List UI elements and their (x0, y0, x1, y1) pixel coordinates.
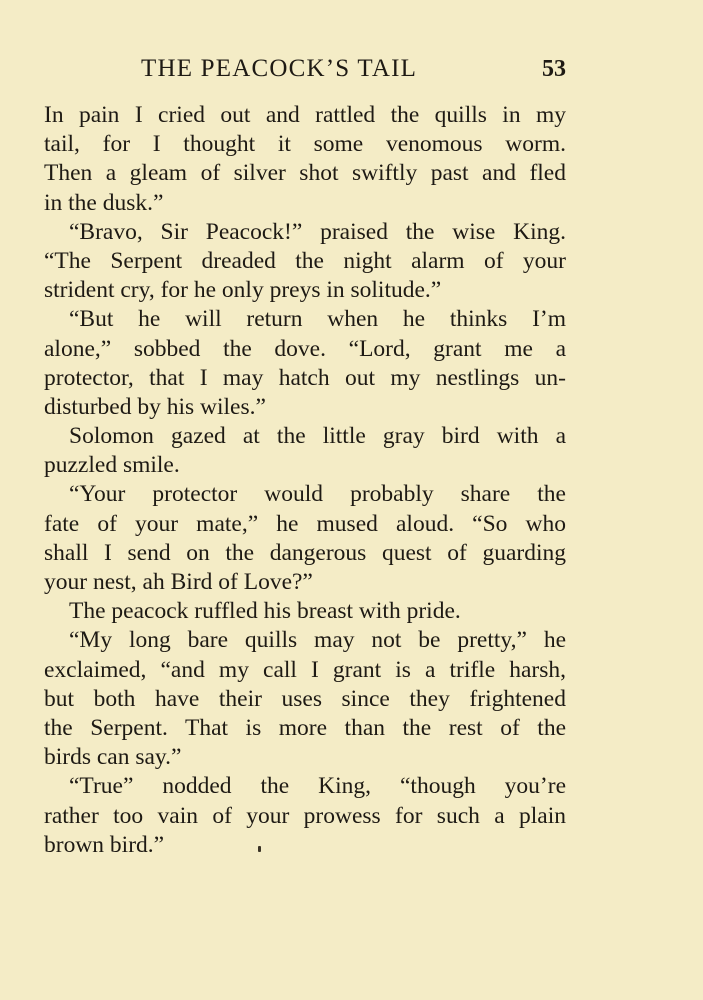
running-title: THE PEACOCK’S TAIL (141, 55, 418, 82)
body-text (44, 101, 566, 860)
text-line: but both have their uses since they frightened (44, 685, 566, 712)
text-line: Then a gleam of silver shot swiftly past and fled (44, 160, 566, 187)
text-line: shall I send on the dangerous quest of guarding (44, 539, 566, 566)
text-line: brown bird.” (44, 831, 165, 858)
text-line: disturbed by his wiles.” (44, 393, 266, 420)
text-line: the Serpent. That is more than the rest of the (44, 714, 566, 741)
text-line: your nest, ah Bird of Love?” (44, 569, 313, 595)
text-line: puzzled smile. (44, 452, 180, 479)
text-line: rather too vain of your prowess for such a plain (44, 802, 566, 829)
text-line: strident cry, for he only preys in solitude.” (44, 277, 442, 304)
text-line: In pain I cried out and rattled the quills in my (44, 102, 566, 128)
text-line: “True” nodded the King, “though you’re (69, 773, 566, 800)
text-line: tail, for I thought it some venomous worm. (44, 131, 566, 158)
text-line: “Bravo, Sir Peacock!” praised the wise King. (69, 218, 566, 245)
text-line: “But he will return when he thinks I’m (69, 306, 566, 333)
ink-speck (258, 846, 261, 852)
text-line: in the dusk.” (44, 189, 164, 216)
text-line: “My long bare quills may not be pretty,” he (69, 627, 566, 654)
text-line: The peacock ruffled his breast with pride. (69, 598, 461, 625)
text-line: protector, that I may hatch out my nestlings un- (44, 364, 566, 391)
text-line: “Your protector would probably share the (69, 481, 566, 508)
text-line: “The Serpent dreaded the night alarm of your (44, 247, 566, 274)
text-line: alone,” sobbed the dove. “Lord, grant me a (44, 335, 566, 362)
text-line: exclaimed, “and my call I grant is a trifle harsh, (44, 656, 566, 683)
text-line: Solomon gazed at the little gray bird with a (69, 423, 566, 450)
text-line: birds can say.” (44, 744, 182, 771)
text-line: fate of your mate,” he mused aloud. “So who (44, 510, 566, 537)
page-number: 53 (542, 56, 566, 82)
running-head (44, 52, 566, 86)
